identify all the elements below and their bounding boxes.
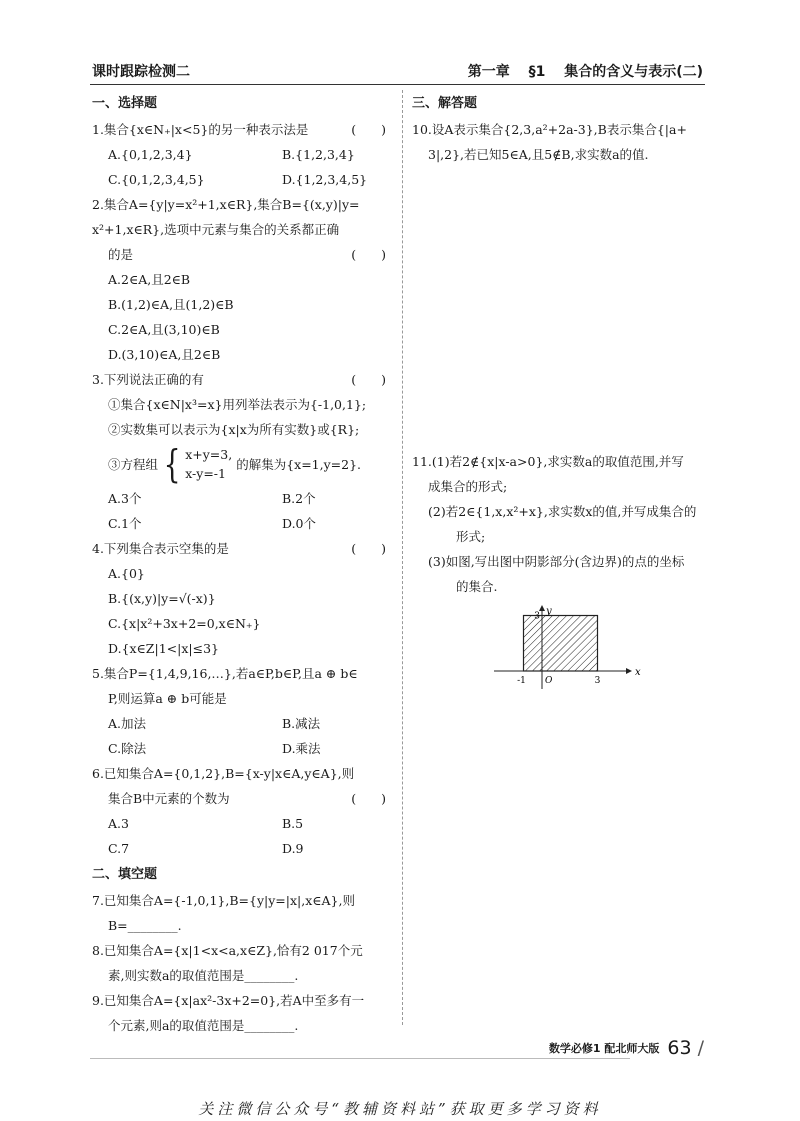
tick-label-y: 3 [534, 611, 540, 622]
q2-option-a: A.2∈A,且2∈B [108, 272, 191, 287]
section-fill-blank: 二、填空题 [92, 867, 158, 882]
page-number: 63 [667, 1037, 692, 1059]
q6-answer-paren: ( ) [351, 791, 386, 806]
left-column [92, 90, 392, 1038]
q3-statement-3 [92, 444, 392, 484]
q3-option-d: D.0个 [282, 516, 317, 531]
q5-line-2: P,则运算a ⊕ b可能是 [108, 691, 227, 706]
q1-stem: 1.集合{x∈N₊|x<5}的另一种表示法是 [92, 122, 309, 137]
q10-line-1: 10.设A表示集合{2,3,a²+2a-3},B表示集合{|a+ [412, 122, 687, 137]
q5-option-d: D.乘法 [282, 741, 321, 756]
q6-option-d: D.9 [282, 841, 304, 856]
q2-option-c: C.2∈A,且(3,10)∈B [108, 322, 220, 337]
q11-line-6: 的集合. [456, 579, 498, 594]
question-8 [92, 938, 392, 988]
question-3 [92, 367, 392, 536]
tick-label-x-pos: 3 [594, 676, 601, 686]
q10-line-2: 3|,2},若已知5∈A,且5∉B,求实数a的值. [428, 147, 649, 162]
equation-1: x+y=3, [185, 447, 233, 462]
q3-option-b: B.2个 [282, 491, 316, 506]
question-2 [92, 192, 392, 367]
q8-line-1: 8.已知集合A={x|1<x<a,x∈Z},恰有2 017个元 [92, 943, 363, 958]
q11-line-5: (3)如图,写出图中阴影部分(含边界)的点的坐标 [428, 554, 685, 569]
q5-option-b: B.减法 [282, 716, 321, 731]
header-title: 课时跟踪检测二 [92, 64, 190, 80]
q3-s3-suffix: 的解集为{x=1,y=2}. [236, 456, 362, 472]
x-axis-arrow-icon [626, 668, 632, 674]
left-brace-symbol: { [163, 442, 181, 486]
header-chapter [468, 61, 703, 81]
q3-option-a: A.3个 [108, 491, 142, 506]
q7-line-1: 7.已知集合A={-1,0,1},B={y|y=|x|,x∈A},则 [92, 893, 355, 908]
q3-s3-prefix: ③方程组 [108, 456, 159, 472]
q9-line-1: 9.已知集合A={x|ax²-3x+2=0},若A中至多有一 [92, 993, 365, 1008]
question-7 [92, 888, 392, 938]
q5-option-a: A.加法 [108, 716, 147, 731]
q7-line-2: B=________. [108, 918, 182, 933]
q6-line-1: 6.已知集合A={0,1,2},B={x-y|x∈A,y∈A},则 [92, 766, 355, 781]
q6-option-c: C.7 [108, 841, 130, 856]
q5-line-1: 5.集合P={1,4,9,16,…},若a∈P,b∈P,且a ⊕ b∈ [92, 666, 358, 681]
chapter-label: 第一章 [467, 64, 510, 80]
question-4 [92, 536, 392, 661]
q4-option-d: D.{x∈Z|1<|x|≤3} [108, 641, 219, 656]
y-axis-arrow-icon [539, 605, 545, 611]
equation-2: x-y=-1 [185, 466, 226, 481]
q2-option-d: D.(3,10)∈A,且2∈B [108, 347, 221, 362]
q9-line-2: 个元素,则a的取值范围是________. [108, 1018, 299, 1033]
answer-space [412, 167, 712, 449]
section-choice: 一、选择题 [92, 96, 158, 111]
q1-option-c: C.{0,1,2,3,4,5} [108, 172, 205, 187]
coordinate-graph [492, 605, 642, 695]
q6-option-b: B.5 [282, 816, 304, 831]
q4-answer-paren: ( ) [351, 541, 386, 556]
watermark-text: 关注微信公众号“教辅资料站”获取更多学习资料 [198, 1100, 602, 1118]
q4-option-a: A.{0} [108, 566, 145, 581]
x-axis-label: x [635, 667, 641, 678]
q2-line-2: x²+1,x∈R},选项中元素与集合的关系都正确 [92, 222, 340, 237]
right-column [412, 90, 712, 695]
q2-answer-paren: ( ) [351, 247, 386, 262]
q6-option-a: A.3 [108, 816, 129, 831]
section-title: 集合的含义与表示(二) [564, 64, 703, 80]
header-rule [90, 84, 705, 85]
q1-option-d: D.{1,2,3,4,5} [282, 172, 368, 187]
section-symbol: §1 [528, 64, 546, 80]
q1-option-b: B.{1,2,3,4} [282, 147, 355, 162]
q4-stem: 4.下列集合表示空集的是 [92, 541, 229, 556]
tick-label-x-neg: -1 [517, 676, 526, 686]
q1-option-a: A.{0,1,2,3,4} [108, 147, 193, 162]
q3-statement-2: ②实数集可以表示为{x|x为所有实数}或{R}; [108, 422, 360, 437]
q3-stem: 3.下列说法正确的有 [92, 372, 204, 387]
q8-line-2: 素,则实数a的取值范围是________. [108, 968, 299, 983]
q11-line-4: 形式; [456, 529, 486, 544]
question-1 [92, 117, 392, 192]
q1-answer-paren: ( ) [351, 122, 386, 137]
question-10 [412, 117, 712, 167]
q6-line-2: 集合B中元素的个数为 [108, 791, 230, 806]
question-9 [92, 988, 392, 1038]
q11-line-2: 成集合的形式; [428, 479, 508, 494]
footer-rule [90, 1058, 630, 1059]
question-6 [92, 761, 392, 861]
q2-line-1: 2.集合A={y|y=x²+1,x∈R},集合B={(x,y)|y= [92, 197, 360, 212]
section-answer: 三、解答题 [412, 96, 478, 111]
page-footer [549, 1037, 704, 1059]
q4-option-c: C.{x|x²+3x+2=0,x∈N₊} [108, 616, 261, 631]
q4-option-b: B.{(x,y)|y=√(-x)} [108, 591, 216, 606]
shaded-region [524, 616, 598, 672]
q3-answer-paren: ( ) [351, 372, 386, 387]
origin-label: O [545, 676, 553, 686]
q11-line-3: (2)若2∈{1,x,x²+x},求实数x的值,并写成集合的 [428, 504, 697, 519]
slash-decoration: / [697, 1037, 704, 1059]
equation-system [185, 445, 232, 483]
book-title: 数学必修1 配北师大版 [548, 1042, 660, 1055]
q5-option-c: C.除法 [108, 741, 147, 756]
q3-statement-1: ①集合{x∈N|x³=x}用列举法表示为{-1,0,1}; [108, 397, 367, 412]
q11-line-1: 11.(1)若2∉{x|x-a>0},求实数a的取值范围,并写 [412, 454, 684, 469]
q2-line-3: 的是 [108, 247, 134, 262]
q3-option-c: C.1个 [108, 516, 142, 531]
question-5 [92, 661, 392, 761]
question-11 [412, 449, 712, 695]
q2-option-b: B.(1,2)∈A,且(1,2)∈B [108, 297, 234, 312]
y-axis-label: y [546, 606, 552, 617]
column-divider [402, 90, 403, 1025]
